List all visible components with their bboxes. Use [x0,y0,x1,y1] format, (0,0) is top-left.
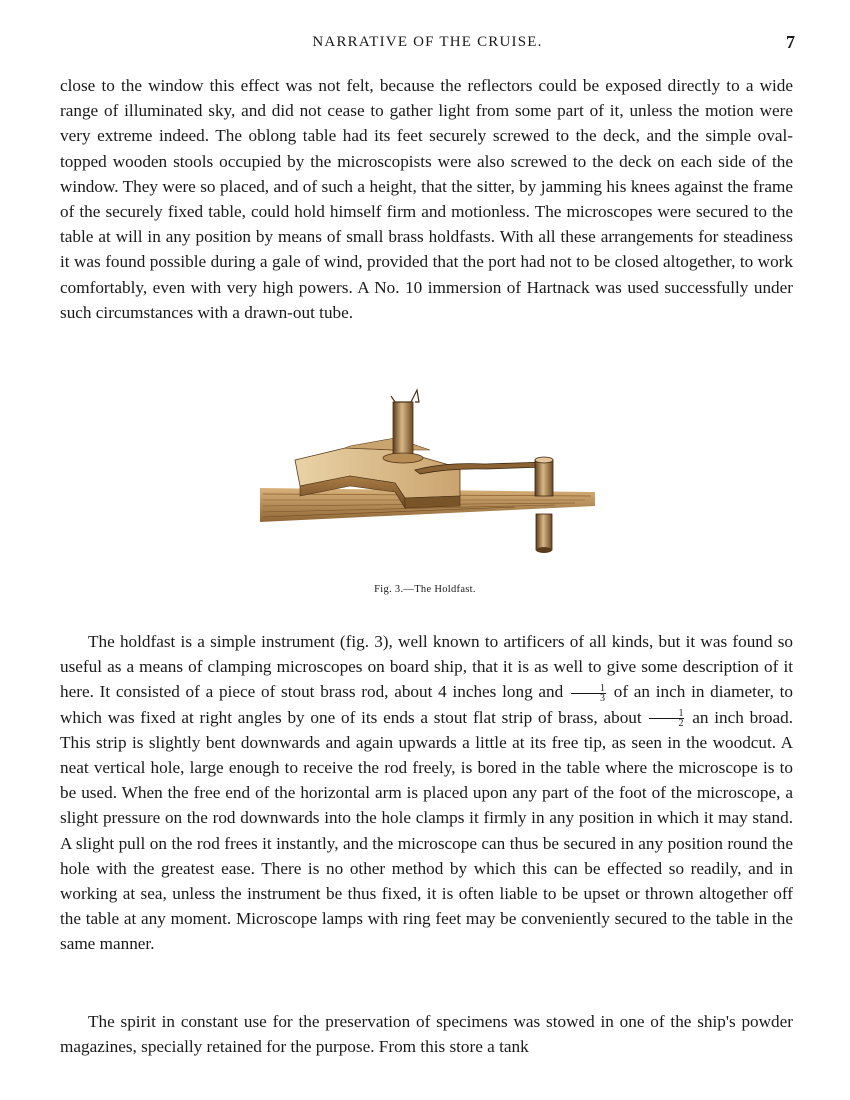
running-title: NARRATIVE OF THE CRUISE. [312,34,543,50]
figure-caption: Fig. 3.—The Holdfast. [374,584,476,595]
holdfast-text-part-2: of an inch in diameter, to which was fixed at right angles by one of its ends a stout flat strip of brass, about [60,682,794,727]
paragraph-microscope-table: close to the window this effect was not felt, because the reflectors could be exposed directly to a wide range of illuminated sky, and did not cease to gather light from some part of it, unless the motion were very extreme indeed. The oblong table had its feet securely screwed to the deck, and the simple oval-topped wooden stools occupied by the microscopists were also screwed to the deck on each side of the window. They were so placed, and of such a height, that the sitter, by jamming his knees against the frame of the securely fixed table, could hold himself firm and motionless. The microscopes were secured to the table at will in any position by means of small brass holdfasts. With all these arrangements for steadiness it was found possible during a gale of wind, provided that the port had not to be closed altogether, to work comfortably, even with very high powers. A No. 10 immersion of Hartnack was used successfully under such circumstances with a drawn-out tube. [60,76,793,322]
paragraph-holdfast-description [60,629,793,957]
paragraph-spirit-storage: The spirit in constant use for the preservation of specimens was stowed in one of the ship's powder magazines, specially retained for the purpose. From this store a tank [60,1012,793,1057]
fraction-one-third-denominator: 3 [599,692,605,704]
fraction-one-half-numerator: 1 [649,709,684,719]
fraction-one-half-denominator: 2 [678,718,684,730]
fraction-one-third-numerator: 1 [571,684,606,694]
holdfast-illustration [255,388,600,556]
page-number: 7 [786,32,795,52]
holdfast-figure [255,388,600,556]
fraction-one-third [571,684,606,703]
running-header [60,32,795,54]
fraction-one-half [649,709,684,728]
holdfast-text-part-1: The holdfast is a simple instrument (fig. 3), well known to artificers of all kinds, but it was found so useful as a means of clamping microscopes on board ship, that it is as well to give some description of it here. It consisted of a piece of stout brass rod, about 4 inches long and [60,632,793,702]
holdfast-text-part-3: an inch broad. This strip is slightly bent downwards and again upwards a little at its free tip, as seen in the woodcut. A neat vertical hole, large enough to receive the rod freely, is bored in the table where the microscope is to be used. When the free end of the horizontal arm is placed upon any part of the foot of the microscope, a slight pressure on the rod downwards into the hole clamps it firmly in any position in which it may stand. A slight pull on the rod frees it instantly, and the microscope can thus be secured in any position round the hole with the greatest ease. There is no other method by which this can be effected so readily, and in working at sea, unless the instrument be thus fixed, it is often liable to be upset or thrown altogether off the table at any moment. Microscope lamps with ring feet may be conveniently secured to the table in the same manner. [60,707,794,954]
